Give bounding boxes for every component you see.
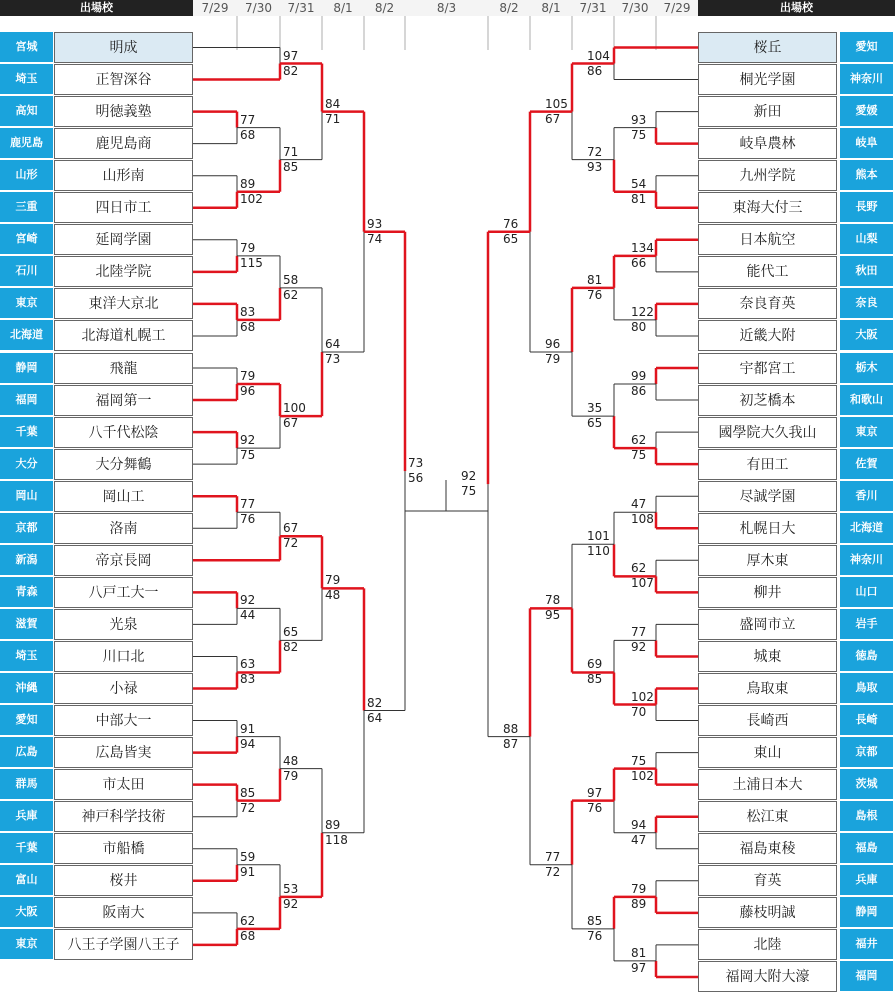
r2-score: 104 — [587, 48, 610, 63]
date-final: 8/3 — [405, 0, 488, 16]
right-team-pref: 長崎 — [840, 705, 893, 735]
r3-score: 89 — [325, 817, 341, 832]
left-team-pref: 大分 — [0, 449, 53, 479]
r1-score: 89 — [631, 896, 647, 911]
right-team-pref: 徳島 — [840, 641, 893, 671]
r1-score: 92 — [631, 640, 647, 655]
r1-score: 81 — [631, 945, 647, 960]
r2-score: 65 — [587, 416, 603, 431]
r2-score: 93 — [587, 159, 603, 174]
left-team-pref: 福岡 — [0, 385, 53, 415]
left-team-name: 飛龍 — [54, 353, 193, 384]
right-team-pref: 京都 — [840, 737, 893, 767]
r5-score: 75 — [461, 484, 477, 499]
r1-score: 76 — [240, 512, 256, 527]
right-team-pref: 茨城 — [840, 769, 893, 799]
right-team-name: 尽誠学園 — [698, 481, 837, 512]
r1-score: 102 — [631, 689, 654, 704]
right-team-name: 盛岡市立 — [698, 609, 837, 640]
r3-score: 48 — [325, 588, 341, 603]
left-team-name: 東洋大京北 — [54, 288, 193, 319]
right-team-pref: 長野 — [840, 192, 893, 222]
r2-score: 67 — [283, 416, 299, 431]
right-team-pref: 東京 — [840, 417, 893, 447]
r1-score: 47 — [631, 832, 647, 847]
right-team-pref: 栃木 — [840, 353, 893, 383]
r2-score: 48 — [283, 753, 299, 768]
r1-score: 99 — [631, 369, 647, 384]
r1-score: 77 — [240, 112, 256, 127]
left-team-name: 小禄 — [54, 673, 193, 704]
r1-score: 66 — [631, 255, 647, 270]
left-team-name: 中部大一 — [54, 705, 193, 736]
r3-score: 95 — [545, 608, 561, 623]
r1-score: 75 — [240, 448, 256, 463]
r5-score: 73 — [408, 456, 424, 471]
r1-score: 115 — [240, 255, 263, 270]
left-team-pref: 広島 — [0, 737, 53, 767]
r2-score: 81 — [587, 272, 603, 287]
r2-score: 85 — [283, 159, 299, 174]
right-team-name: 宇都宮工 — [698, 353, 837, 384]
r4-score: 64 — [367, 710, 383, 725]
r2-score: 101 — [587, 529, 610, 544]
r2-score: 97 — [587, 785, 603, 800]
date-left-4: 8/2 — [364, 0, 405, 16]
left-team-name: 広島皆実 — [54, 737, 193, 768]
r1-score: 86 — [631, 384, 647, 399]
r2-score: 79 — [283, 768, 299, 783]
left-header-title: 出場校 — [0, 0, 193, 16]
r4-score: 82 — [367, 695, 383, 710]
r3-score: 78 — [545, 593, 561, 608]
right-team-pref: 愛知 — [840, 32, 893, 62]
left-team-name: 阪南大 — [54, 897, 193, 928]
left-team-pref: 宮崎 — [0, 224, 53, 254]
left-team-name: 市船橋 — [54, 833, 193, 864]
date-right-1: 8/1 — [530, 0, 572, 16]
left-team-pref: 青森 — [0, 577, 53, 607]
r1-score: 62 — [240, 913, 256, 928]
left-team-pref: 東京 — [0, 929, 53, 959]
left-team-pref: 埼玉 — [0, 64, 53, 94]
right-team-name: 厚木東 — [698, 545, 837, 576]
left-team-name: 四日市工 — [54, 192, 193, 223]
r1-score: 80 — [631, 319, 647, 334]
right-team-pref: 鳥取 — [840, 673, 893, 703]
left-team-pref: 千葉 — [0, 417, 53, 447]
r4-score: 93 — [367, 216, 383, 231]
r1-score: 72 — [240, 800, 256, 815]
r1-score: 92 — [240, 593, 256, 608]
right-team-pref: 愛媛 — [840, 96, 893, 126]
r1-score: 68 — [240, 319, 256, 334]
r2-score: 82 — [283, 640, 299, 655]
r2-score: 92 — [283, 896, 299, 911]
right-team-pref: 奈良 — [840, 288, 893, 318]
right-team-pref: 静岡 — [840, 897, 893, 927]
r1-score: 134 — [631, 240, 654, 255]
left-team-pref: 鹿児島 — [0, 128, 53, 158]
r3-score: 64 — [325, 336, 341, 351]
r2-score: 76 — [587, 800, 603, 815]
r3-score: 79 — [545, 351, 561, 366]
left-team-pref: 兵庫 — [0, 801, 53, 831]
r1-score: 75 — [631, 753, 647, 768]
date-right-0: 8/2 — [488, 0, 530, 16]
right-team-name: 藤枝明誠 — [698, 897, 837, 928]
right-team-pref: 香川 — [840, 481, 893, 511]
left-team-name: 明徳義塾 — [54, 96, 193, 127]
r2-score: 76 — [587, 928, 603, 943]
date-left-0: 7/29 — [193, 0, 237, 16]
r1-score: 91 — [240, 721, 256, 736]
right-team-name: 桜丘 — [698, 32, 837, 63]
r1-score: 79 — [240, 240, 256, 255]
left-team-pref: 北海道 — [0, 320, 53, 350]
r1-score: 92 — [240, 433, 256, 448]
left-team-name: 大分舞鶴 — [54, 449, 193, 480]
r1-score: 91 — [240, 864, 256, 879]
r2-score: 72 — [283, 536, 299, 551]
r3-score: 79 — [325, 573, 341, 588]
left-team-name: 光泉 — [54, 609, 193, 640]
r3-score: 105 — [545, 96, 568, 111]
left-team-pref: 京都 — [0, 513, 53, 543]
left-team-pref: 高知 — [0, 96, 53, 126]
r2-score: 58 — [283, 272, 299, 287]
left-team-name: 延岡学園 — [54, 224, 193, 255]
right-team-name: 育英 — [698, 865, 837, 896]
left-team-pref: 石川 — [0, 256, 53, 286]
left-team-name: 山形南 — [54, 160, 193, 191]
left-team-name: 洛南 — [54, 513, 193, 544]
r3-score: 71 — [325, 111, 341, 126]
r1-score: 44 — [240, 608, 256, 623]
date-left-2: 7/31 — [280, 0, 322, 16]
r2-score: 85 — [587, 913, 603, 928]
right-team-pref: 岩手 — [840, 609, 893, 639]
r5-score: 56 — [408, 471, 424, 486]
r1-score: 77 — [631, 625, 647, 640]
left-team-pref: 三重 — [0, 192, 53, 222]
r1-score: 63 — [240, 657, 256, 672]
left-team-pref: 千葉 — [0, 833, 53, 863]
left-team-pref: 富山 — [0, 865, 53, 895]
left-team-pref: 新潟 — [0, 545, 53, 575]
r1-score: 79 — [240, 369, 256, 384]
r3-score: 84 — [325, 96, 341, 111]
left-team-name: 市太田 — [54, 769, 193, 800]
r2-score: 76 — [587, 287, 603, 302]
r3-score: 118 — [325, 832, 348, 847]
right-team-pref: 山梨 — [840, 224, 893, 254]
r1-score: 62 — [631, 561, 647, 576]
left-team-name: 明成 — [54, 32, 193, 63]
right-team-name: 札幌日大 — [698, 513, 837, 544]
right-team-name: 九州学院 — [698, 160, 837, 191]
r2-score: 82 — [283, 63, 299, 78]
r1-score: 79 — [631, 881, 647, 896]
r1-score: 77 — [240, 497, 256, 512]
r1-score: 97 — [631, 960, 647, 975]
right-team-pref: 山口 — [840, 577, 893, 607]
r4-score: 87 — [503, 736, 519, 751]
date-left-1: 7/30 — [237, 0, 280, 16]
r3-score: 73 — [325, 351, 341, 366]
left-team-name: 鹿児島商 — [54, 128, 193, 159]
right-team-name: 福島東稜 — [698, 833, 837, 864]
r1-score: 94 — [240, 736, 256, 751]
left-team-name: 福岡第一 — [54, 385, 193, 416]
right-team-pref: 佐賀 — [840, 449, 893, 479]
left-team-name: 八千代松陰 — [54, 417, 193, 448]
left-team-pref: 静岡 — [0, 353, 53, 383]
r4-score: 88 — [503, 721, 519, 736]
r3-score: 77 — [545, 849, 561, 864]
right-team-name: 東海大付三 — [698, 192, 837, 223]
date-left-3: 8/1 — [322, 0, 364, 16]
right-team-pref: 岐阜 — [840, 128, 893, 158]
r4-score: 74 — [367, 231, 383, 246]
left-team-pref: 東京 — [0, 288, 53, 318]
r2-score: 69 — [587, 657, 603, 672]
r1-score: 122 — [631, 304, 654, 319]
r3-score: 96 — [545, 336, 561, 351]
right-team-name: 長崎西 — [698, 705, 837, 736]
right-team-name: 能代工 — [698, 256, 837, 287]
left-team-pref: 愛知 — [0, 705, 53, 735]
left-team-name: 八戸工大一 — [54, 577, 193, 608]
r4-score: 65 — [503, 231, 519, 246]
left-team-name: 帝京長岡 — [54, 545, 193, 576]
right-team-name: 東山 — [698, 737, 837, 768]
right-team-pref: 熊本 — [840, 160, 893, 190]
right-team-pref: 島根 — [840, 801, 893, 831]
right-team-name: 岐阜農林 — [698, 128, 837, 159]
right-team-pref: 福島 — [840, 833, 893, 863]
r2-score: 97 — [283, 48, 299, 63]
r1-score: 94 — [631, 817, 647, 832]
r5-score: 92 — [461, 469, 477, 484]
r2-score: 110 — [587, 544, 610, 559]
r2-score: 35 — [587, 401, 603, 416]
r1-score: 68 — [240, 127, 256, 142]
left-team-name: 北海道札幌工 — [54, 320, 193, 351]
r1-score: 96 — [240, 384, 256, 399]
r2-score: 72 — [587, 144, 603, 159]
right-team-name: 近畿大附 — [698, 320, 837, 351]
right-team-pref: 福岡 — [840, 961, 893, 991]
right-team-name: 福岡大附大濠 — [698, 961, 837, 992]
r1-score: 102 — [240, 191, 263, 206]
r2-score: 85 — [587, 672, 603, 687]
right-team-pref: 秋田 — [840, 256, 893, 286]
right-team-name: 土浦日本大 — [698, 769, 837, 800]
r1-score: 68 — [240, 928, 256, 943]
r1-score: 83 — [240, 304, 256, 319]
left-team-pref: 宮城 — [0, 32, 53, 62]
r1-score: 75 — [631, 127, 647, 142]
left-team-name: 正智深谷 — [54, 64, 193, 95]
r4-score: 76 — [503, 216, 519, 231]
r2-score: 67 — [283, 521, 299, 536]
right-team-pref: 北海道 — [840, 513, 893, 543]
left-team-pref: 山形 — [0, 160, 53, 190]
right-team-pref: 和歌山 — [840, 385, 893, 415]
left-team-name: 桜井 — [54, 865, 193, 896]
left-team-name: 川口北 — [54, 641, 193, 672]
left-team-pref: 沖縄 — [0, 673, 53, 703]
r1-score: 107 — [631, 576, 654, 591]
r2-score: 100 — [283, 401, 306, 416]
r1-score: 54 — [631, 176, 647, 191]
r3-score: 72 — [545, 864, 561, 879]
r1-score: 93 — [631, 112, 647, 127]
r2-score: 53 — [283, 881, 299, 896]
date-right-2: 7/31 — [572, 0, 614, 16]
left-team-name: 八王子学園八王子 — [54, 929, 193, 960]
right-team-name: 城東 — [698, 641, 837, 672]
r3-score: 67 — [545, 111, 561, 126]
date-right-3: 7/30 — [614, 0, 656, 16]
right-team-pref: 神奈川 — [840, 545, 893, 575]
r1-score: 70 — [631, 704, 647, 719]
r1-score: 81 — [631, 191, 647, 206]
right-header-title: 出場校 — [698, 0, 895, 16]
r1-score: 85 — [240, 785, 256, 800]
left-team-pref: 埼玉 — [0, 641, 53, 671]
right-team-name: 有田工 — [698, 449, 837, 480]
r2-score: 62 — [283, 287, 299, 302]
right-team-name: 柳井 — [698, 577, 837, 608]
right-team-name: 國學院大久我山 — [698, 417, 837, 448]
r2-score: 65 — [283, 625, 299, 640]
right-team-pref: 兵庫 — [840, 865, 893, 895]
right-team-name: 松江東 — [698, 801, 837, 832]
left-team-pref: 岡山 — [0, 481, 53, 511]
r1-score: 108 — [631, 512, 654, 527]
r1-score: 75 — [631, 448, 647, 463]
right-team-name: 鳥取東 — [698, 673, 837, 704]
left-team-name: 神戸科学技術 — [54, 801, 193, 832]
r1-score: 47 — [631, 497, 647, 512]
right-team-name: 桐光学園 — [698, 64, 837, 95]
r2-score: 71 — [283, 144, 299, 159]
r1-score: 62 — [631, 433, 647, 448]
r2-score: 86 — [587, 63, 603, 78]
left-team-name: 北陸学院 — [54, 256, 193, 287]
right-team-name: 初芝橋本 — [698, 385, 837, 416]
date-right-4: 7/29 — [656, 0, 698, 16]
r1-score: 59 — [240, 849, 256, 864]
left-team-pref: 大阪 — [0, 897, 53, 927]
r1-score: 102 — [631, 768, 654, 783]
left-team-pref: 滋賀 — [0, 609, 53, 639]
left-team-name: 岡山工 — [54, 481, 193, 512]
right-team-pref: 福井 — [840, 929, 893, 959]
r1-score: 83 — [240, 672, 256, 687]
r1-score: 89 — [240, 176, 256, 191]
right-team-name: 奈良育英 — [698, 288, 837, 319]
right-team-name: 日本航空 — [698, 224, 837, 255]
right-team-pref: 神奈川 — [840, 64, 893, 94]
right-team-name: 北陸 — [698, 929, 837, 960]
left-team-pref: 群馬 — [0, 769, 53, 799]
right-team-pref: 大阪 — [840, 320, 893, 350]
right-team-name: 新田 — [698, 96, 837, 127]
